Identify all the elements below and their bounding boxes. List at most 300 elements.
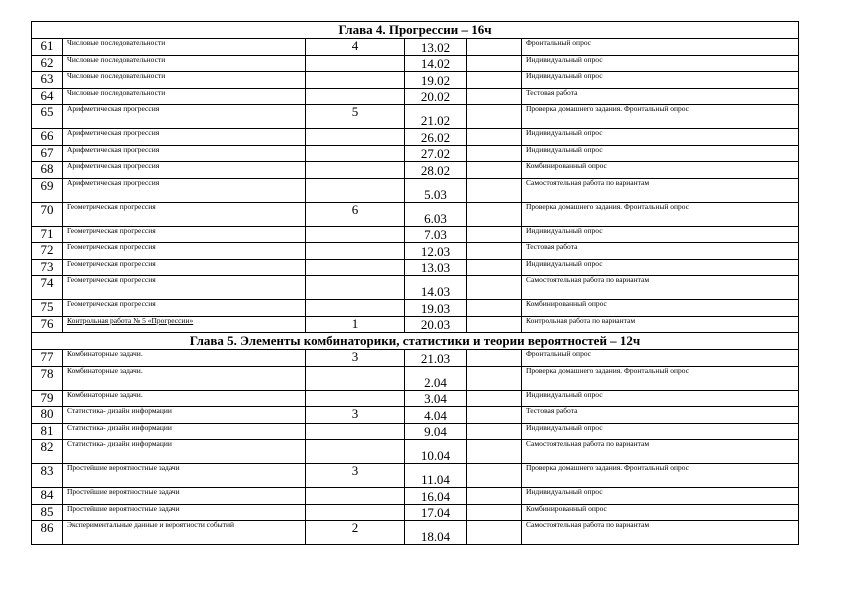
lesson-date-text: 20.02	[420, 89, 451, 105]
lesson-topic-text: Арифметическая прогрессия	[67, 128, 160, 137]
lesson-topic	[63, 55, 306, 72]
control-form-text: Проверка домашнего задания. Фронтальный опрос	[526, 202, 690, 211]
lesson-number	[32, 72, 63, 89]
lesson-number-text: 82	[40, 439, 54, 454]
lesson-hours-text: 5	[351, 104, 359, 119]
lesson-date-text: 4.04	[424, 407, 447, 423]
lesson-date-text: 7.03	[424, 227, 447, 243]
lesson-actual-date	[467, 55, 522, 72]
lesson-date	[405, 390, 467, 407]
lesson-date-text: 2.04	[424, 374, 447, 390]
lesson-topic	[63, 521, 306, 545]
lesson-topic	[63, 366, 306, 390]
lesson-number-text: 68	[40, 161, 54, 176]
lesson-topic	[63, 162, 306, 179]
lesson-date-text: 21.02	[420, 113, 451, 129]
control-form	[522, 226, 799, 243]
lesson-hours-text: 3	[351, 463, 359, 478]
lesson-actual-date	[467, 521, 522, 545]
lesson-date-text: 19.03	[420, 300, 451, 316]
lesson-date	[405, 243, 467, 260]
lesson-date	[405, 202, 467, 226]
control-form-text: Тестовая работа	[526, 406, 578, 415]
lesson-number	[32, 162, 63, 179]
lesson-hours	[306, 316, 405, 333]
table-row	[32, 202, 799, 226]
control-form	[522, 488, 799, 505]
lesson-date-text: 18.04	[420, 529, 451, 545]
control-form	[522, 440, 799, 464]
lesson-number-text: 69	[40, 178, 54, 193]
lesson-hours-text: 6	[351, 202, 359, 217]
lesson-topic-text: Контрольная работа № 5 «Прогрессии»	[67, 316, 194, 325]
lesson-date	[405, 105, 467, 129]
control-form-text: Самостоятельная работа по вариантам	[526, 275, 650, 284]
lesson-actual-date	[467, 504, 522, 521]
control-form	[522, 178, 799, 202]
control-form	[522, 504, 799, 521]
lesson-topic	[63, 88, 306, 105]
lesson-actual-date	[467, 350, 522, 367]
lesson-actual-date	[467, 105, 522, 129]
lesson-topic-text: Геометрическая прогрессия	[67, 275, 156, 284]
lesson-topic-text: Геометрическая прогрессия	[67, 226, 156, 235]
control-form	[522, 243, 799, 260]
lesson-number-text: 64	[40, 88, 54, 103]
lesson-number-text: 74	[40, 275, 54, 290]
lesson-hours	[306, 88, 405, 105]
lesson-actual-date	[467, 202, 522, 226]
lesson-date	[405, 259, 467, 276]
lesson-hours	[306, 259, 405, 276]
control-form-text: Комбинированный опрос	[526, 299, 607, 308]
lesson-date	[405, 504, 467, 521]
control-form-text: Тестовая работа	[526, 88, 578, 97]
table-row	[32, 145, 799, 162]
lesson-hours	[306, 488, 405, 505]
lesson-topic-text: Геометрическая прогрессия	[67, 202, 156, 211]
lesson-hours	[306, 366, 405, 390]
lesson-actual-date	[467, 243, 522, 260]
lesson-date	[405, 39, 467, 56]
chapter-title: Глава 5. Элементы комбинаторики, статистики и теории вероятностей – 12ч	[32, 333, 799, 350]
lesson-actual-date	[467, 423, 522, 440]
lesson-date-text: 6.03	[424, 210, 447, 226]
control-form-text: Индивидуальный опрос	[526, 226, 603, 235]
table-row	[32, 423, 799, 440]
table-row	[32, 129, 799, 146]
lesson-number	[32, 105, 63, 129]
lesson-hours-text: 1	[351, 316, 359, 331]
lesson-topic	[63, 178, 306, 202]
lesson-hours	[306, 243, 405, 260]
lesson-topic-text: Числовые последовательности	[67, 88, 166, 97]
table-row	[32, 72, 799, 89]
lesson-date-text: 5.03	[424, 186, 447, 202]
lesson-number	[32, 488, 63, 505]
lesson-hours	[306, 72, 405, 89]
lesson-topic-text: Арифметическая прогрессия	[67, 161, 160, 170]
lesson-topic-text: Числовые последовательности	[67, 38, 166, 47]
lesson-date	[405, 366, 467, 390]
lesson-actual-date	[467, 390, 522, 407]
control-form-text: Индивидуальный опрос	[526, 390, 603, 399]
lesson-date	[405, 226, 467, 243]
table-row	[32, 350, 799, 367]
lesson-actual-date	[467, 226, 522, 243]
control-form-text: Самостоятельная работа по вариантам	[526, 520, 650, 529]
lesson-number	[32, 350, 63, 367]
lesson-actual-date	[467, 72, 522, 89]
lesson-hours-text: 4	[351, 38, 359, 53]
lesson-date-text: 14.02	[420, 56, 451, 72]
control-form	[522, 145, 799, 162]
lesson-topic	[63, 276, 306, 300]
lesson-topic	[63, 504, 306, 521]
lesson-topic-text: Геометрическая прогрессия	[67, 242, 156, 251]
lesson-topic-text: Статистика- дизайн информации	[67, 406, 172, 415]
lesson-hours-text: 3	[351, 349, 359, 364]
lesson-hours	[306, 129, 405, 146]
control-form	[522, 202, 799, 226]
control-form	[522, 350, 799, 367]
lesson-date-text: 20.03	[420, 317, 451, 333]
lesson-hours	[306, 407, 405, 424]
lesson-date	[405, 178, 467, 202]
lesson-actual-date	[467, 366, 522, 390]
table-row	[32, 300, 799, 317]
lesson-number	[32, 390, 63, 407]
lesson-number-text: 62	[40, 55, 54, 70]
lesson-topic	[63, 390, 306, 407]
lesson-date-text: 14.03	[420, 284, 451, 300]
chapter-header	[32, 22, 799, 39]
table-row	[32, 366, 799, 390]
lesson-number	[32, 259, 63, 276]
lesson-hours	[306, 350, 405, 367]
lesson-number	[32, 521, 63, 545]
lesson-topic-text: Простейшие вероятностные задачи	[67, 487, 180, 496]
lesson-date-text: 12.03	[420, 243, 451, 259]
lesson-actual-date	[467, 39, 522, 56]
lesson-number	[32, 504, 63, 521]
lesson-date	[405, 521, 467, 545]
lesson-topic	[63, 259, 306, 276]
lesson-number-text: 80	[40, 406, 54, 421]
lesson-hours	[306, 300, 405, 317]
control-form-text: Контрольная работа по вариантам	[526, 316, 636, 325]
control-form-text: Проверка домашнего задания. Фронтальный опрос	[526, 463, 690, 472]
lesson-topic-text: Комбинаторные задачи.	[67, 390, 143, 399]
lesson-date-text: 10.04	[420, 448, 451, 464]
lesson-number	[32, 202, 63, 226]
lesson-date	[405, 88, 467, 105]
lesson-date	[405, 316, 467, 333]
lesson-number-text: 83	[40, 463, 54, 478]
lesson-number	[32, 407, 63, 424]
lesson-actual-date	[467, 88, 522, 105]
lesson-hours	[306, 504, 405, 521]
lesson-number-text: 71	[40, 226, 54, 241]
lesson-date-text: 28.02	[420, 162, 451, 178]
lesson-number	[32, 145, 63, 162]
lesson-date-text: 9.04	[424, 424, 447, 440]
lesson-actual-date	[467, 440, 522, 464]
table-row	[32, 521, 799, 545]
lesson-hours	[306, 521, 405, 545]
lesson-topic-text: Комбинаторные задачи.	[67, 366, 143, 375]
lesson-topic-text: Геометрическая прогрессия	[67, 259, 156, 268]
lesson-date-text: 13.02	[420, 39, 451, 55]
lesson-actual-date	[467, 259, 522, 276]
lesson-number	[32, 300, 63, 317]
lesson-date	[405, 440, 467, 464]
lesson-topic	[63, 488, 306, 505]
control-form	[522, 366, 799, 390]
lesson-topic	[63, 72, 306, 89]
lesson-hours	[306, 423, 405, 440]
lesson-date-text: 3.04	[424, 391, 447, 407]
control-form-text: Индивидуальный опрос	[526, 55, 603, 64]
lesson-number-text: 75	[40, 299, 54, 314]
lesson-hours	[306, 464, 405, 488]
lesson-actual-date	[467, 407, 522, 424]
control-form	[522, 464, 799, 488]
control-form-text: Индивидуальный опрос	[526, 423, 603, 432]
lesson-number-text: 79	[40, 390, 54, 405]
lesson-date-text: 13.03	[420, 260, 451, 276]
lesson-number	[32, 440, 63, 464]
lesson-topic	[63, 243, 306, 260]
lesson-topic-text: Экспериментальные данные и вероятности событий	[67, 520, 235, 529]
lesson-date	[405, 129, 467, 146]
table-row	[32, 464, 799, 488]
lesson-number-text: 65	[40, 104, 54, 119]
lesson-actual-date	[467, 464, 522, 488]
control-form-text: Самостоятельная работа по вариантам	[526, 439, 650, 448]
chapter-title: Глава 4. Прогрессии – 16ч	[32, 22, 799, 39]
lesson-topic-text: Геометрическая прогрессия	[67, 299, 156, 308]
control-form-text: Тестовая работа	[526, 242, 578, 251]
table-row	[32, 488, 799, 505]
lesson-number-text: 70	[40, 202, 54, 217]
control-form	[522, 521, 799, 545]
lesson-date	[405, 72, 467, 89]
control-form	[522, 390, 799, 407]
control-form	[522, 105, 799, 129]
lesson-number	[32, 276, 63, 300]
lesson-topic	[63, 39, 306, 56]
lesson-topic	[63, 407, 306, 424]
lesson-date	[405, 276, 467, 300]
table-row	[32, 105, 799, 129]
lesson-number	[32, 39, 63, 56]
lesson-number-text: 78	[40, 366, 54, 381]
lesson-number-text: 67	[40, 145, 54, 160]
lesson-actual-date	[467, 145, 522, 162]
lesson-number-text: 72	[40, 242, 54, 257]
control-form-text: Самостоятельная работа по вариантам	[526, 178, 650, 187]
lesson-topic-text: Статистика- дизайн информации	[67, 423, 172, 432]
control-form	[522, 276, 799, 300]
lesson-number-text: 66	[40, 128, 54, 143]
lesson-topic	[63, 202, 306, 226]
lesson-topic	[63, 145, 306, 162]
lesson-number	[32, 464, 63, 488]
lesson-actual-date	[467, 162, 522, 179]
table-row	[32, 55, 799, 72]
lesson-date	[405, 407, 467, 424]
lesson-topic	[63, 316, 306, 333]
lesson-actual-date	[467, 276, 522, 300]
lesson-date	[405, 162, 467, 179]
control-form	[522, 88, 799, 105]
lesson-number-text: 61	[40, 38, 54, 53]
table-row	[32, 226, 799, 243]
lesson-date	[405, 488, 467, 505]
lesson-topic	[63, 300, 306, 317]
control-form-text: Комбинированный опрос	[526, 504, 607, 513]
lesson-number	[32, 129, 63, 146]
lesson-number-text: 84	[40, 487, 54, 502]
lesson-number-text: 76	[40, 316, 54, 331]
control-form	[522, 316, 799, 333]
control-form	[522, 162, 799, 179]
control-form	[522, 407, 799, 424]
table-row	[32, 390, 799, 407]
lesson-plan-body	[32, 22, 799, 545]
table-row	[32, 440, 799, 464]
lesson-topic-text: Числовые последовательности	[67, 71, 166, 80]
control-form-text: Проверка домашнего задания. Фронтальный опрос	[526, 104, 690, 113]
lesson-number-text: 86	[40, 520, 54, 535]
control-form	[522, 55, 799, 72]
control-form-text: Комбинированный опрос	[526, 161, 607, 170]
lesson-topic-text: Простейшие вероятностные задачи	[67, 463, 180, 472]
lesson-date-text: 19.02	[420, 72, 451, 88]
lesson-date-text: 26.02	[420, 129, 451, 145]
control-form	[522, 300, 799, 317]
lesson-number	[32, 366, 63, 390]
lesson-topic	[63, 440, 306, 464]
lesson-hours	[306, 145, 405, 162]
lesson-hours	[306, 202, 405, 226]
lesson-topic	[63, 226, 306, 243]
table-row	[32, 276, 799, 300]
lesson-topic-text: Числовые последовательности	[67, 55, 166, 64]
lesson-topic	[63, 105, 306, 129]
lesson-number	[32, 178, 63, 202]
control-form-text: Индивидуальный опрос	[526, 259, 603, 268]
table-row	[32, 407, 799, 424]
chapter-header	[32, 333, 799, 350]
lesson-hours	[306, 440, 405, 464]
lesson-hours	[306, 55, 405, 72]
lesson-date	[405, 145, 467, 162]
lesson-number-text: 73	[40, 259, 54, 274]
lesson-topic-text: Арифметическая прогрессия	[67, 178, 160, 187]
lesson-hours-text: 2	[351, 520, 359, 535]
lesson-number	[32, 88, 63, 105]
lesson-number-text: 81	[40, 423, 54, 438]
lesson-actual-date	[467, 488, 522, 505]
lesson-number	[32, 316, 63, 333]
lesson-date-text: 27.02	[420, 146, 451, 162]
control-form-text: Индивидуальный опрос	[526, 128, 603, 137]
lesson-hours	[306, 276, 405, 300]
control-form	[522, 423, 799, 440]
lesson-plan-table	[31, 21, 799, 545]
lesson-hours-text: 3	[351, 406, 359, 421]
lesson-actual-date	[467, 178, 522, 202]
table-row	[32, 504, 799, 521]
lesson-topic-text: Арифметическая прогрессия	[67, 104, 160, 113]
lesson-date	[405, 55, 467, 72]
lesson-hours	[306, 105, 405, 129]
lesson-number-text: 63	[40, 71, 54, 86]
lesson-topic-text: Арифметическая прогрессия	[67, 145, 160, 154]
table-row	[32, 316, 799, 333]
lesson-date	[405, 423, 467, 440]
lesson-date	[405, 350, 467, 367]
control-form	[522, 39, 799, 56]
lesson-date-text: 16.04	[420, 488, 451, 504]
lesson-topic-text: Простейшие вероятностные задачи	[67, 504, 180, 513]
lesson-hours	[306, 390, 405, 407]
lesson-number-text: 77	[40, 349, 54, 364]
lesson-hours	[306, 162, 405, 179]
lesson-number	[32, 226, 63, 243]
table-row	[32, 243, 799, 260]
lesson-date-text: 21.03	[420, 350, 451, 366]
lesson-number	[32, 243, 63, 260]
table-row	[32, 88, 799, 105]
lesson-number	[32, 423, 63, 440]
table-row	[32, 178, 799, 202]
lesson-hours	[306, 226, 405, 243]
lesson-topic-text: Статистика- дизайн информации	[67, 439, 172, 448]
lesson-hours	[306, 178, 405, 202]
control-form	[522, 259, 799, 276]
lesson-actual-date	[467, 129, 522, 146]
control-form	[522, 129, 799, 146]
lesson-topic	[63, 129, 306, 146]
control-form-text: Фронтальный опрос	[526, 38, 592, 47]
lesson-date	[405, 464, 467, 488]
control-form	[522, 72, 799, 89]
lesson-topic	[63, 464, 306, 488]
table-row	[32, 39, 799, 56]
lesson-date-text: 11.04	[421, 472, 450, 488]
control-form-text: Проверка домашнего задания. Фронтальный опрос	[526, 366, 690, 375]
lesson-topic	[63, 423, 306, 440]
table-row	[32, 162, 799, 179]
control-form-text: Индивидуальный опрос	[526, 145, 603, 154]
lesson-number-text: 85	[40, 504, 54, 519]
lesson-topic-text: Комбинаторные задачи.	[67, 349, 143, 358]
table-row	[32, 259, 799, 276]
control-form-text: Фронтальный опрос	[526, 349, 592, 358]
control-form-text: Индивидуальный опрос	[526, 71, 603, 80]
lesson-number	[32, 55, 63, 72]
lesson-hours	[306, 39, 405, 56]
lesson-date-text: 17.04	[420, 505, 451, 521]
lesson-actual-date	[467, 300, 522, 317]
lesson-date	[405, 300, 467, 317]
lesson-actual-date	[467, 316, 522, 333]
lesson-topic	[63, 350, 306, 367]
control-form-text: Индивидуальный опрос	[526, 487, 603, 496]
